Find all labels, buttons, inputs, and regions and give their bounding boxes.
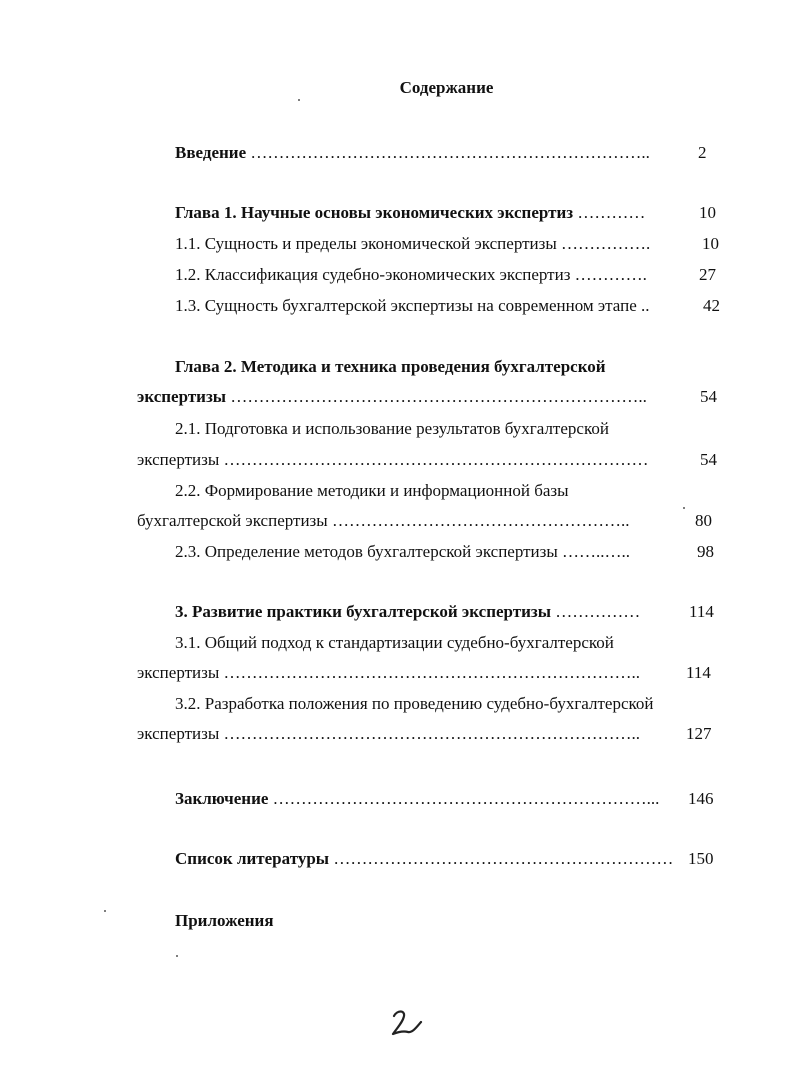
toc-page-number: 10 (699, 203, 716, 222)
toc-page-number: 2 (698, 143, 707, 162)
toc-entry-section-3-1-line2 (137, 662, 682, 684)
toc-dots: …………………………………………………… (333, 849, 674, 868)
toc-page-number: 150 (688, 849, 714, 868)
toc-label: экспертизы (137, 724, 220, 743)
toc-label: экспертизы (137, 387, 227, 406)
toc-page-number: 98 (697, 542, 714, 561)
toc-label: 1.3. Сущность бухгалтерской экспертизы на современном этапе (175, 296, 637, 315)
toc-page-number: 42 (703, 296, 720, 315)
toc-label: Введение (175, 143, 247, 162)
toc-entry-section-3-2-line2 (137, 723, 681, 745)
toc-label: экспертизы (137, 450, 220, 469)
toc-dots: ……………………………………………………………….. (230, 387, 647, 406)
toc-dots: ………… (577, 203, 646, 222)
scan-speck (683, 507, 685, 509)
page-title: Содержание (399, 78, 494, 97)
scan-speck (104, 910, 106, 912)
toc-label: 1.1. Сущность и пределы экономической экспертизы (175, 234, 557, 253)
toc-page-number: 114 (686, 663, 711, 682)
toc-entry-references (175, 848, 680, 870)
toc-page-number: 54 (700, 450, 717, 469)
toc-label: 1.2. Классификация судебно-экономических экспертиз (175, 265, 571, 284)
toc-label: Список литературы (175, 849, 330, 868)
toc-dots: ……………. (561, 234, 651, 253)
toc-dots: …………………………………………………………... (272, 789, 660, 808)
toc-entry-section-1-1 (175, 233, 695, 255)
toc-dots: ……………………………………………………………….. (223, 663, 641, 682)
toc-dots: …………………………………………………………….. (250, 143, 650, 162)
toc-entry-chapter-3 (175, 601, 685, 623)
toc-dots: ……..….. (562, 542, 631, 561)
toc-entry-section-2-1-line1: 2.1. Подготовка и использование результатов бухгалтерской (175, 419, 609, 438)
toc-page-number: 80 (695, 511, 712, 530)
toc-entry-section-2-3 (175, 541, 695, 563)
toc-label: бухгалтерской экспертизы (137, 511, 328, 530)
toc-label: 3. Развитие практики бухгалтерской экспертизы (175, 602, 552, 621)
toc-label: 2.3. Определение методов бухгалтерской экспертизы (175, 542, 558, 561)
toc-entry-section-1-2 (175, 264, 695, 286)
toc-entry-section-2-2-line2 (137, 510, 693, 532)
toc-label: экспертизы (137, 663, 220, 682)
toc-entry-chapter-2-line1: Глава 2. Методика и техника проведения бухгалтерской (175, 357, 606, 376)
toc-entry-section-2-1-line2 (137, 449, 695, 471)
toc-label: Заключение (175, 789, 269, 808)
toc-dots: ……………………………………………………………….. (223, 724, 641, 743)
toc-entry-intro (175, 142, 695, 164)
toc-entry-chapter-2-line2 (137, 386, 695, 408)
toc-dots: ………………………………………………………………… (223, 450, 649, 469)
toc-page-number: 54 (700, 387, 717, 406)
toc-entry-section-3-2-line1: 3.2. Разработка положения по проведению судебно-бухгалтерской (175, 694, 654, 713)
toc-page-number: 27 (699, 265, 716, 284)
toc-entry-section-2-2-line1: 2.2. Формирование методики и информационной базы (175, 481, 569, 500)
toc-page-number: 114 (689, 602, 714, 621)
toc-dots: …………………………………………….. (331, 511, 630, 530)
toc-page-number: 146 (688, 789, 714, 808)
scan-speck (176, 955, 178, 957)
scan-speck (298, 99, 300, 101)
toc-entry-section-1-3 (175, 295, 700, 317)
toc-dots: .. (641, 296, 650, 315)
handwritten-page-mark (388, 1006, 428, 1040)
toc-entry-conclusion (175, 788, 685, 810)
toc-page-number: 127 (686, 724, 712, 743)
toc-label: Глава 1. Научные основы экономических экспертиз (175, 203, 574, 222)
toc-dots: …………. (574, 265, 647, 284)
toc-entry-chapter-1 (175, 202, 695, 224)
toc-entry-section-3-1-line1: 3.1. Общий подход к стандартизации судебно-бухгалтерской (175, 633, 614, 652)
toc-entry-appendix: Приложения (175, 911, 274, 930)
toc-dots: …………… (555, 602, 641, 621)
toc-page-number: 10 (702, 234, 719, 253)
